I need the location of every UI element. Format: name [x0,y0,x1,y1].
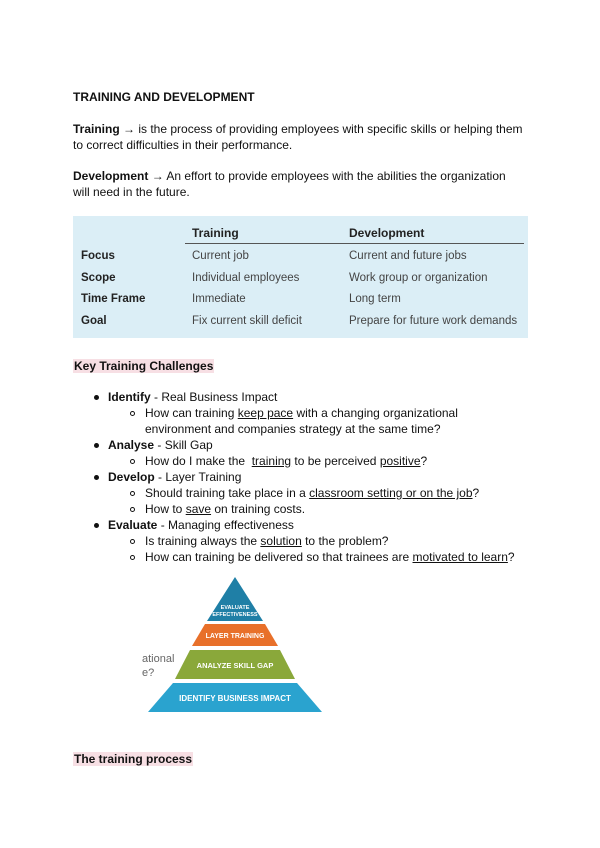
page-title-text: TRAINING AND DEVELOPMENT [73,90,255,104]
partial-text: e? [142,667,155,679]
bullet-dot [94,475,99,480]
text: How to [145,502,186,516]
text: How can training be delivered so that trainees are [145,550,413,564]
development-definition [73,168,543,200]
development-def-line2: will need in the future. [73,185,190,199]
identify-rest: - Real Business Impact [150,390,278,404]
evaluate-term: Evaluate [108,518,158,532]
keyword: training [251,454,292,468]
table-header-development: Development [349,226,425,240]
challenges-heading [73,358,214,374]
keyword: motivated to learn [412,550,508,564]
text: ? [472,486,480,500]
cell-development: Prepare for future work demands [349,315,518,327]
cell-training: Current job [192,250,249,262]
page-title [73,89,255,105]
development-def-line1: An effort to provide employees with the abilities the organization [163,169,506,183]
text: environment and companies strategy at the same time? [145,422,441,436]
develop-term: Develop [108,470,155,484]
bullet-dot [94,443,99,448]
keyword: solution [260,534,302,548]
tier-label: LAYER TRAINING [205,633,265,640]
keyword: save [185,502,212,516]
cell-development: Work group or organization [349,272,488,284]
tier-label: EVALUATE [220,605,250,611]
bullet-ring [130,539,135,544]
text: to be perceived [291,454,380,468]
challenge-identify [108,389,277,405]
text: How do I make the [145,454,252,468]
comparison-table [73,216,528,338]
analyse-term: Analyse [108,438,155,452]
process-heading-text: The training process [74,752,193,766]
cell-development: Current and future jobs [349,250,467,262]
text: How can training [145,406,238,420]
keyword: classroom setting or on the job [309,486,473,500]
challenge-develop [108,469,241,485]
row-label: Focus [81,250,115,262]
training-definition [73,121,543,153]
table-row [73,315,528,331]
training-term: Training [73,122,120,136]
row-label: Scope [81,272,116,284]
keyword: keep pace [237,406,294,420]
analyse-question [145,453,427,469]
training-arrow: → [123,122,136,136]
develop-question-1 [145,485,479,501]
bullet-dot [94,523,99,528]
training-pyramid-diagram [145,575,325,715]
text: with a changing organizational [293,406,458,420]
bullet-ring [130,507,135,512]
process-heading [73,751,193,767]
keyword: positive [379,454,421,468]
text: Should training take place in a [145,486,310,500]
bullet-ring [130,459,135,464]
tier-label: IDENTIFY BUSINESS IMPACT [179,694,291,703]
cell-training: Fix current skill deficit [192,315,302,327]
challenge-analyse [108,437,213,453]
challenges-heading-text: Key Training Challenges [74,359,214,373]
text: ? [420,454,428,468]
text: to the problem? [301,534,389,548]
training-def-line1: is the process of providing employees with specific skills or helping them [135,122,523,136]
bullet-dot [94,395,99,400]
table-row [73,293,528,309]
cell-development: Long term [349,293,401,305]
tier-label: EFFECTIVENESS [212,612,258,618]
cell-training: Immediate [192,293,246,305]
bullet-ring [130,491,135,496]
tier-label: ANALYZE SKILL GAP [196,661,274,670]
bullet-ring [130,411,135,416]
table-row [73,250,528,266]
table-row [73,272,528,288]
text: on training costs. [211,502,306,516]
analyse-rest: - Skill Gap [154,438,213,452]
table-header-rule [185,243,524,244]
evaluate-question-2 [145,549,515,565]
row-label: Goal [81,315,107,327]
text: Is training always the [145,534,261,548]
table-header-training: Training [192,226,239,240]
identify-term: Identify [108,390,151,404]
row-label: Time Frame [81,293,146,305]
evaluate-rest: - Managing effectiveness [157,518,294,532]
cell-training: Individual employees [192,272,300,284]
partial-text: ational [142,653,175,665]
development-arrow: → [151,169,164,183]
bullet-ring [130,555,135,560]
challenge-evaluate [108,517,294,533]
evaluate-question-1 [145,533,388,549]
development-term: Development [73,169,149,183]
develop-question-2 [145,501,305,517]
text: ? [507,550,515,564]
training-def-line2: to correct difficulties in their performance. [73,138,293,152]
develop-rest: - Layer Training [154,470,242,484]
identify-question [145,405,475,437]
